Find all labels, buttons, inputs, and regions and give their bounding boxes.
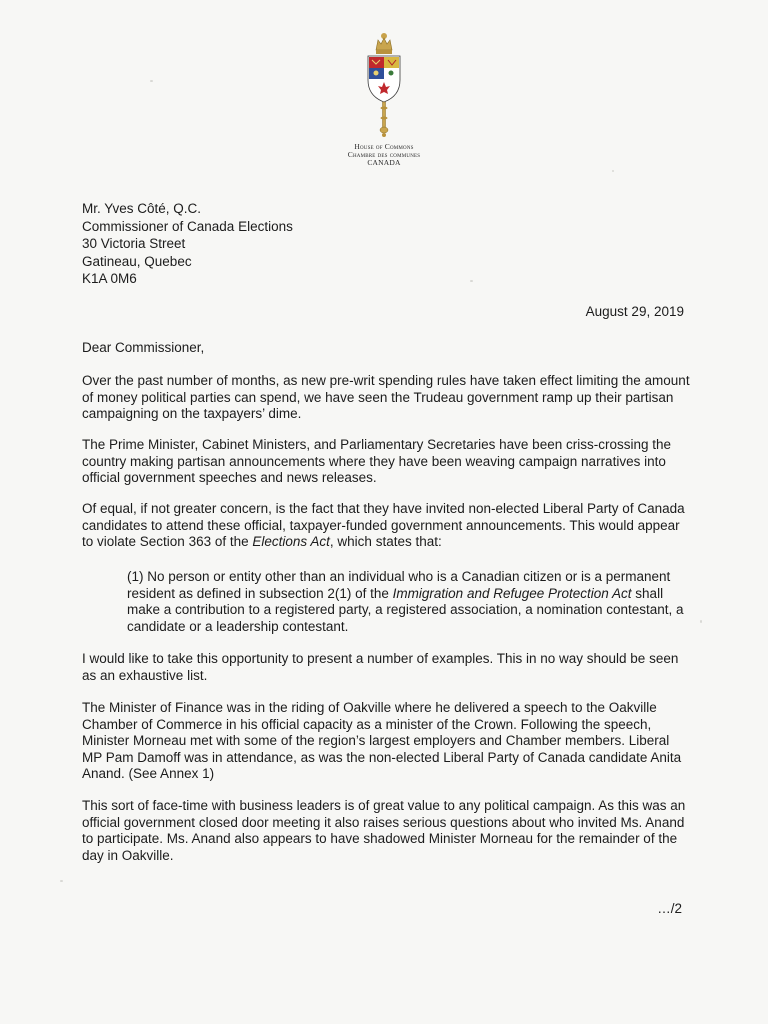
paragraph-4: I would like to take this opportunity to present a number of examples. This in no way should be seen as an exhaustive list.: [82, 651, 679, 683]
recipient-name: Mr. Yves Côté, Q.C.: [82, 201, 202, 216]
org-name-english: House of Commons: [354, 142, 414, 151]
paragraph-5: The Minister of Finance was in the riding of Oakville where he delivered a speech to the Oakville Chamber of Commerce in his official capacity as a minister of the Crown. Following the speech, Minister Morneau met with some of the region’s largest employers and Chamber members. Liberal MP Pam Damoff was in attendance, as was the non-elected Liberal Party of Canada candidate Anita Anand. (See Annex 1): [82, 700, 682, 781]
elections-act-title: Elections Act: [252, 534, 330, 549]
letterhead-organization: [284, 143, 484, 167]
quoted-section-363: [127, 569, 687, 635]
recipient-address: [82, 200, 293, 288]
quote-text-a: (1) No person or entity other than an individual who is a Canadian citizen or is a permanent resident as defined in subsection 2(1) of the: [127, 569, 671, 601]
letter-date: August 29, 2019: [585, 304, 684, 319]
paragraph-1: Over the past number of months, as new pre-writ spending rules have taken effect limiting the amount of money political parties can spend, we have seen the Trudeau government ramp up their partisan campaigning on the taxpayers’ dime.: [82, 373, 690, 421]
house-of-commons-mace-crest-icon: [364, 30, 404, 138]
paragraph-3-text-a: Of equal, if not greater concern, is the fact that they have invited non-elected Liberal Party of Canada candidates to attend these official, taxpayer-funded government announcements. This would appear to violate Section 363 of the: [82, 501, 685, 549]
paragraph-6: This sort of face-time with business leaders is of great value to any political campaign. As this was an official government closed door meeting it also raises serious questions about who invited Ms. Anand to participate. Ms. Anand also appears to have shadowed Minister Morneau for the remainder of the day in Oakville.: [82, 798, 686, 863]
org-country: CANADA: [367, 158, 401, 167]
paragraph-3-text-b: , which states that:: [329, 534, 442, 549]
salutation: Dear Commissioner,: [82, 340, 205, 355]
quote-text-b: shall make a contribution to a registered party, a registered association, a nomination contestant, a candidate or a leadership contestant.: [127, 585, 684, 634]
recipient-city: Gatineau, Quebec: [82, 253, 192, 269]
recipient-title: Commissioner of Canada Elections: [82, 218, 293, 234]
recipient-postal-code: K1A 0M6: [82, 271, 137, 286]
page-continuation-marker: …/2: [657, 901, 682, 916]
immigration-act-title: Immigration and Refugee Protection Act: [392, 585, 632, 601]
paragraph-2: The Prime Minister, Cabinet Ministers, and Parliamentary Secretaries have been criss-crossing the country making partisan announcements where they have been weaving campaign narratives into official government speeches and news releases.: [82, 437, 671, 485]
paragraph-3: [82, 501, 690, 551]
recipient-street: 30 Victoria Street: [82, 236, 186, 251]
org-name-french: Chambre des communes: [347, 150, 421, 159]
